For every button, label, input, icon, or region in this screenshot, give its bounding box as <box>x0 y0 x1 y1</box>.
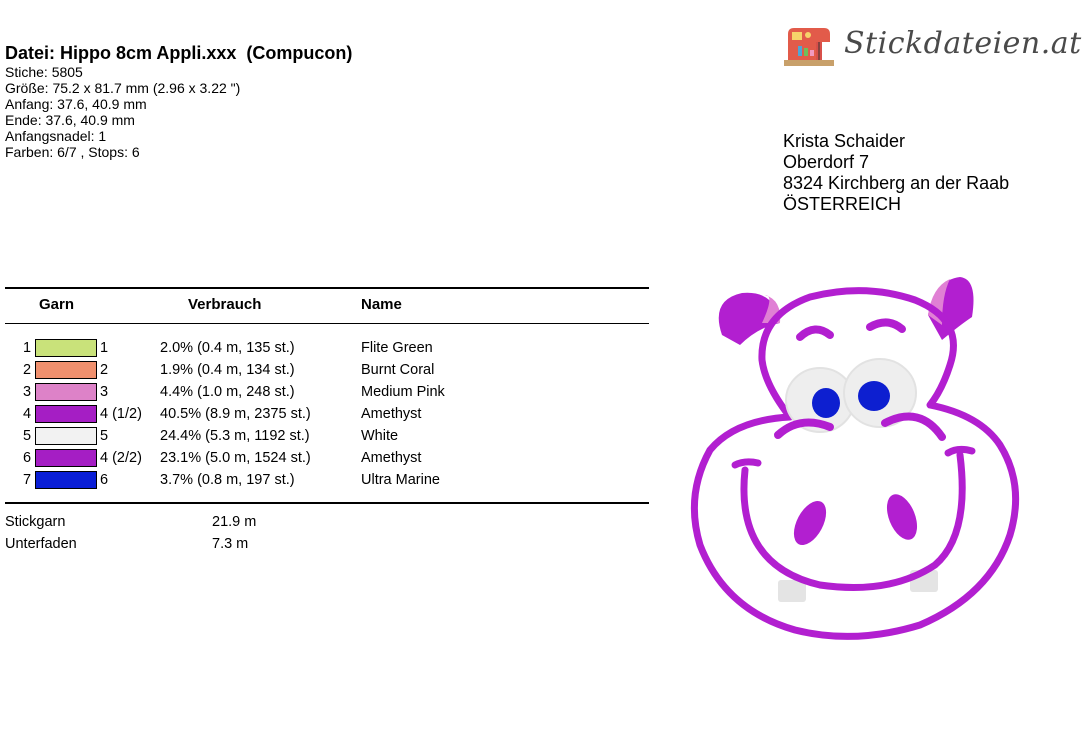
row-usage: 1.9% (0.4 m, 134 st.) <box>160 362 295 378</box>
start-position: Anfang: 37.6, 40.9 mm <box>5 96 147 112</box>
totals-row <box>5 536 305 558</box>
row-index: 7 <box>23 472 32 488</box>
address-block <box>783 131 1009 215</box>
address-name: Krista Schaider <box>783 131 906 151</box>
table-row <box>5 338 649 360</box>
row-thread-name: Amethyst <box>361 406 422 422</box>
right-pupil <box>858 381 890 411</box>
row-needle: 3 <box>100 384 109 400</box>
left-nostril <box>787 496 832 551</box>
row-thread-name: Medium Pink <box>361 384 445 400</box>
row-usage: 4.4% (1.0 m, 248 st.) <box>160 384 295 400</box>
color-stops: Farben: 6/7 , Stops: 6 <box>5 144 140 160</box>
row-usage: 24.4% (5.3 m, 1192 st.) <box>160 428 310 444</box>
row-needle: 6 <box>100 472 109 488</box>
address-city: 8324 Kirchberg an der Raab <box>783 173 1010 193</box>
address-street: Oberdorf 7 <box>783 152 870 172</box>
thread-color-swatch <box>35 427 97 445</box>
row-index: 2 <box>23 362 32 378</box>
start-needle: Anfangsnadel: 1 <box>5 128 107 144</box>
table-header <box>5 289 649 323</box>
right-brow <box>870 322 902 329</box>
thread-color-swatch <box>35 405 97 423</box>
table-row <box>5 470 649 492</box>
thread-color-swatch <box>35 449 97 467</box>
row-thread-name: Burnt Coral <box>361 362 435 378</box>
row-usage: 40.5% (8.9 m, 2375 st.) <box>160 406 311 422</box>
row-index: 5 <box>23 428 32 444</box>
file-title: Datei: Hippo 8cm Appli.xxx (Compucon) <box>5 43 353 63</box>
design-size: Größe: 75.2 x 81.7 mm (2.96 x 3.22 ") <box>5 80 241 96</box>
row-usage: 23.1% (5.0 m, 1524 st.) <box>160 450 311 466</box>
table-row <box>5 360 649 382</box>
hippo-embroidery-design <box>680 265 1040 645</box>
thread-color-swatch <box>35 339 97 357</box>
row-index: 3 <box>23 384 32 400</box>
sewing-machine-icon <box>778 20 840 70</box>
row-thread-name: Flite Green <box>361 340 433 356</box>
left-brow <box>800 329 830 337</box>
thread-color-swatch <box>35 383 97 401</box>
end-position: Ende: 37.6, 40.9 mm <box>5 112 135 128</box>
row-thread-name: Amethyst <box>361 450 422 466</box>
row-needle: 4 (1/2) <box>100 406 142 422</box>
table-row <box>5 382 649 404</box>
row-usage: 3.7% (0.8 m, 197 st.) <box>160 472 295 488</box>
row-needle: 5 <box>100 428 109 444</box>
table-row <box>5 448 649 470</box>
brand-name: Stickdateien.at <box>844 26 1082 61</box>
thread-table <box>5 287 649 504</box>
stitch-count: Stiche: 5805 <box>5 64 83 80</box>
left-pupil <box>812 388 840 418</box>
thread-color-swatch <box>35 471 97 489</box>
column-header-garn: Garn <box>39 296 75 313</box>
table-bottom-rule <box>5 502 649 504</box>
row-needle: 2 <box>100 362 109 378</box>
totals-value: 21.9 m <box>212 514 257 530</box>
row-index: 4 <box>23 406 32 422</box>
totals-row <box>5 514 305 536</box>
row-needle: 1 <box>100 340 109 356</box>
row-thread-name: Ultra Marine <box>361 472 440 488</box>
row-thread-name: White <box>361 428 399 444</box>
thread-color-swatch <box>35 361 97 379</box>
totals-label: Stickgarn <box>5 514 66 530</box>
column-header-verbrauch: Verbrauch <box>188 296 262 313</box>
hippo-smile <box>744 455 962 588</box>
table-row <box>5 404 649 426</box>
totals-label: Unterfaden <box>5 536 77 552</box>
table-row <box>5 426 649 448</box>
row-usage: 2.0% (0.4 m, 135 st.) <box>160 340 295 356</box>
column-header-name: Name <box>361 296 402 313</box>
thread-totals <box>5 514 305 558</box>
left-tooth <box>778 580 806 602</box>
row-index: 1 <box>23 340 32 356</box>
row-index: 6 <box>23 450 32 466</box>
address-country: ÖSTERREICH <box>783 194 902 214</box>
row-needle: 4 (2/2) <box>100 450 142 466</box>
brand-logo <box>778 20 1082 72</box>
totals-value: 7.3 m <box>212 536 249 552</box>
right-nostril <box>881 490 923 544</box>
table-body <box>5 324 649 502</box>
smile-right-end <box>948 449 972 453</box>
file-info <box>5 64 240 160</box>
smile-left-end <box>735 462 758 465</box>
right-cheek-line <box>885 417 942 437</box>
